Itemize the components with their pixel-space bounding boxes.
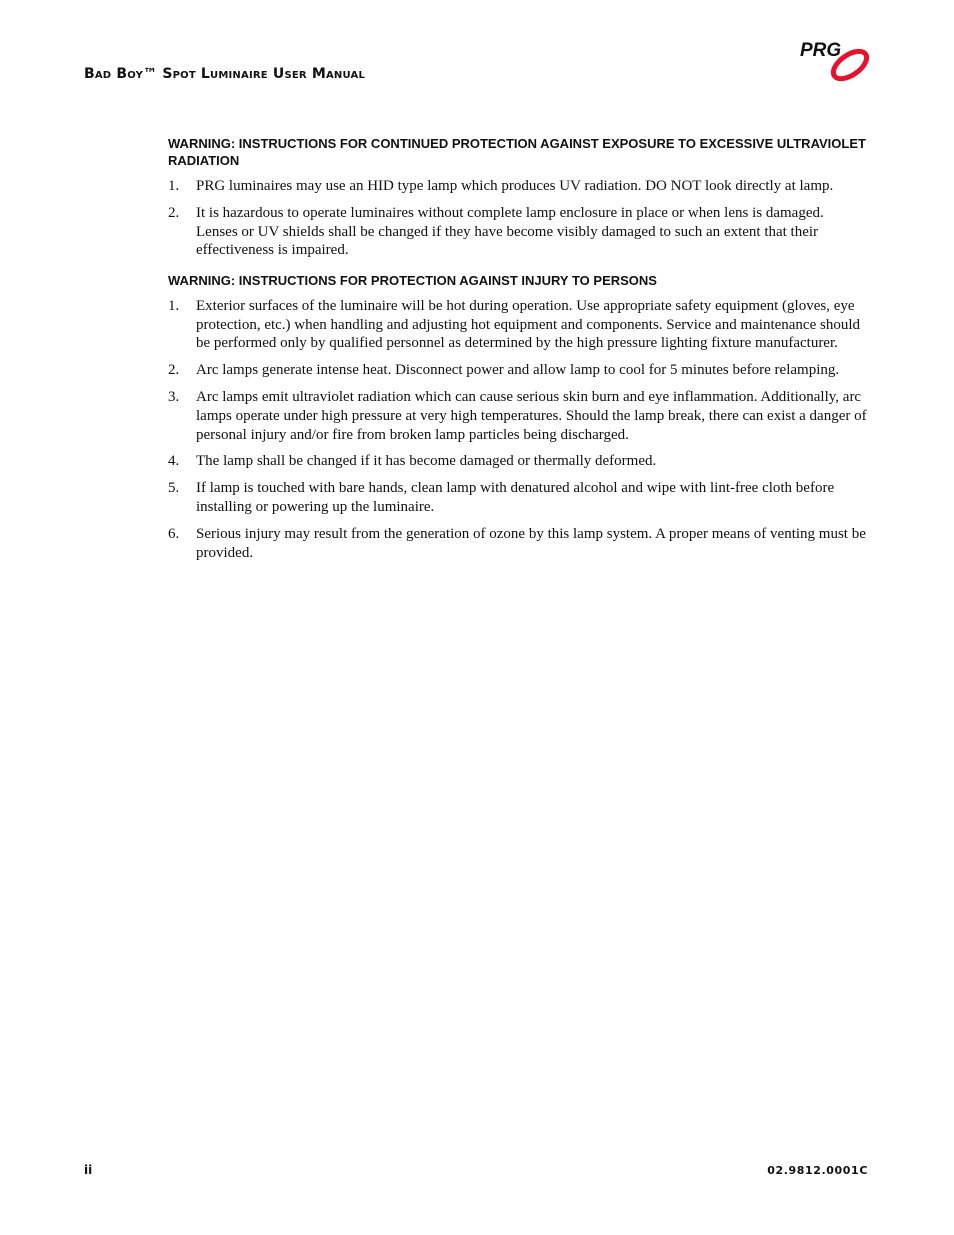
- list-item: [168, 479, 868, 516]
- injury-warning-heading: WARNING: INSTRUCTIONS FOR PROTECTION AGAINST INJURY TO PERSONS: [168, 273, 657, 289]
- list-item-number: 1.: [168, 178, 180, 194]
- list-item-text: Exterior surfaces of the luminaire will be hot during operation. Use appropriate safety equipment (gloves, eye protection, etc.) when handling and adjusting hot equipment and components. Service and maintenance should be performed only by qualified personnel as determined by the high pressure lighting fixture manufacturer.: [196, 298, 860, 352]
- list-item-text: The lamp shall be changed if it has become damaged or thermally deformed.: [196, 453, 657, 470]
- list-item-text: If lamp is touched with bare hands, clean lamp with denatured alcohol and wipe with lint-free cloth before installing or powering up the luminaire.: [196, 480, 835, 516]
- svg-text:PRG: PRG: [800, 40, 842, 61]
- document-title: Bad Boy™ Spot Luminaire User Manual: [84, 66, 366, 82]
- document-number: 02.9812.0001C: [767, 1164, 868, 1177]
- list-item-number: 6.: [168, 526, 180, 543]
- list-item-number: 1.: [168, 298, 180, 315]
- list-item: [168, 452, 868, 471]
- list-item: [168, 361, 868, 380]
- uv-warning-list: [168, 177, 868, 260]
- list-item-text: Arc lamps emit ultraviolet radiation which can cause serious skin burn and eye inflammation. Additionally, arc lamps operate under high pressure at very high temperatures. Should the lamp break, there can exist a danger of personal injury and/or fire from broken lamp particles being discharged.: [196, 389, 867, 443]
- prg-logo-icon: [798, 38, 874, 82]
- list-item: [168, 388, 868, 444]
- list-item: [168, 204, 868, 260]
- list-item: [168, 177, 868, 196]
- list-item-text: It is hazardous to operate luminaires without complete lamp enclosure in place or when lens is damaged. Lenses or UV shields shall be changed if they have become visibly damaged to such an extent that their effectiveness is impaired.: [196, 204, 824, 259]
- uv-warning-heading: WARNING: INSTRUCTIONS FOR CONTINUED PROTECTION AGAINST EXPOSURE TO EXCESSIVE ULTRAVIOLET RADIATION: [168, 136, 866, 168]
- list-item-number: 2.: [168, 362, 180, 379]
- list-item-text: Serious injury may result from the generation of ozone by this lamp system. A proper means of venting must be provided.: [196, 526, 866, 561]
- list-item: [168, 297, 868, 353]
- list-item-text: PRG luminaires may use an HID type lamp which produces UV radiation. DO NOT look directly at lamp.: [196, 178, 834, 194]
- list-item-text: Arc lamps generate intense heat. Disconnect power and allow lamp to cool for 5 minutes before relamping.: [196, 362, 840, 379]
- uv-warning-section: [168, 135, 868, 260]
- list-item-number: 2.: [168, 204, 180, 221]
- injury-warning-section: [168, 272, 868, 562]
- list-item-number: 5.: [168, 480, 180, 497]
- list-item-number: 4.: [168, 453, 180, 470]
- warnings-content: [168, 135, 868, 571]
- injury-warning-list: [168, 297, 868, 562]
- page-number: ii: [84, 1163, 93, 1177]
- list-item: [168, 525, 868, 562]
- list-item-number: 3.: [168, 389, 180, 406]
